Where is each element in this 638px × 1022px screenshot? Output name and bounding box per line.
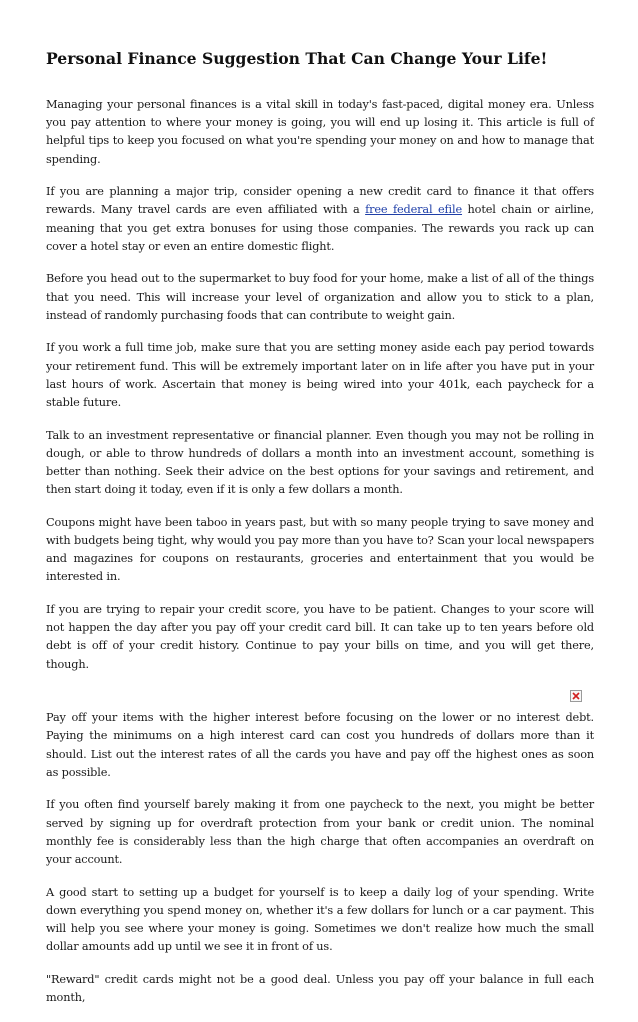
paragraph-shopping-list: Before you head out to the supermarket to buy food for your home, make a list of all of the things that you need. This will increase your level of organization and allow you to stick to a plan, instead of randomly purchasing foods that can contribute to weight gain. bbox=[46, 272, 594, 322]
free-federal-efile-link[interactable]: free federal efile bbox=[365, 203, 463, 217]
paragraph-retirement-fund: If you work a full time job, make sure that you are setting money aside each pay period towards your retirement fund. This will be extremely important later on in life after you have put in your last hours of work. Ascertain that money is being wired into your 401k, each paycheck for a stable future. bbox=[46, 341, 594, 410]
paragraph-coupons: Coupons might have been taboo in years past, but with so many people trying to save money and with budgets being tight, why would you pay more than you have to? Scan your local newspapers and magazines for coupons on restaurants, groceries and entertainment that you would be interested in. bbox=[46, 515, 594, 584]
broken-image-icon bbox=[570, 690, 582, 702]
paragraph-text: If you are planning a major trip, consider opening a new credit card to finance it that offers rewards. Many travel cards are even affiliated with a bbox=[46, 185, 594, 217]
paragraph-high-interest: Pay off your items with the higher interest before focusing on the lower or no interest debt. Paying the minimums on a high interest card can cost you hundreds of dollars more than it should. List out the interest rates of all the cards you have and pay off the highest ones as soon as possible. bbox=[46, 711, 594, 779]
paragraph-intro: Managing your personal finances is a vital skill in today's fast-paced, digital money era. Unless you pay attention to where your money is going, you will end up losing it. This article is full of helpful tips to keep you focused on what you're spending your money on and how to manage that spending. bbox=[46, 98, 594, 166]
paragraph-reward-cards: "Reward" credit cards might not be a good deal. Unless you pay off your balance in full each month, bbox=[46, 972, 594, 1005]
page-title: Personal Finance Suggestion That Can Change Your Life! bbox=[46, 49, 548, 68]
paragraph-budget-log: A good start to setting up a budget for yourself is to keep a daily log of your spending. Write down everything you spend money on, whether it's a few dollars for lunch or a car payment. This will help you see where your money is going. Sometimes we don't realize how much the small dollar amounts add up until we see it in front of us. bbox=[46, 885, 594, 954]
paragraph-text: hotel chain or airline, meaning that you get extra bonuses for using those companies. The rewards you rack up can cover a hotel stay or even an entire domestic flight. bbox=[46, 203, 594, 253]
document-page bbox=[46, 0, 594, 1022]
paragraph-travel-rewards bbox=[46, 183, 594, 256]
paragraph-investment-planner: Talk to an investment representative or financial planner. Even though you may not be rolling in dough, or able to throw hundreds of dollars a month into an investment account, something is better than nothing. Seek their advice on the best options for your savings and retirement, and then start doing it today, even if it is only a few dollars a month. bbox=[46, 428, 594, 497]
image-placeholder bbox=[46, 688, 594, 708]
paragraph-credit-score: If you are trying to repair your credit score, you have to be patient. Changes to your score will not happen the day after you pay off your credit card bill. It can take up to ten years before old debt is off of your credit history. Continue to pay your bills on time, and you will get there, though. bbox=[46, 603, 594, 671]
paragraph-overdraft: If you often find yourself barely making it from one paycheck to the next, you might be better served by signing up for overdraft protection from your bank or credit union. The nominal monthly fee is considerably less than the high charge that often accompanies an overdraft on your account. bbox=[46, 798, 594, 867]
